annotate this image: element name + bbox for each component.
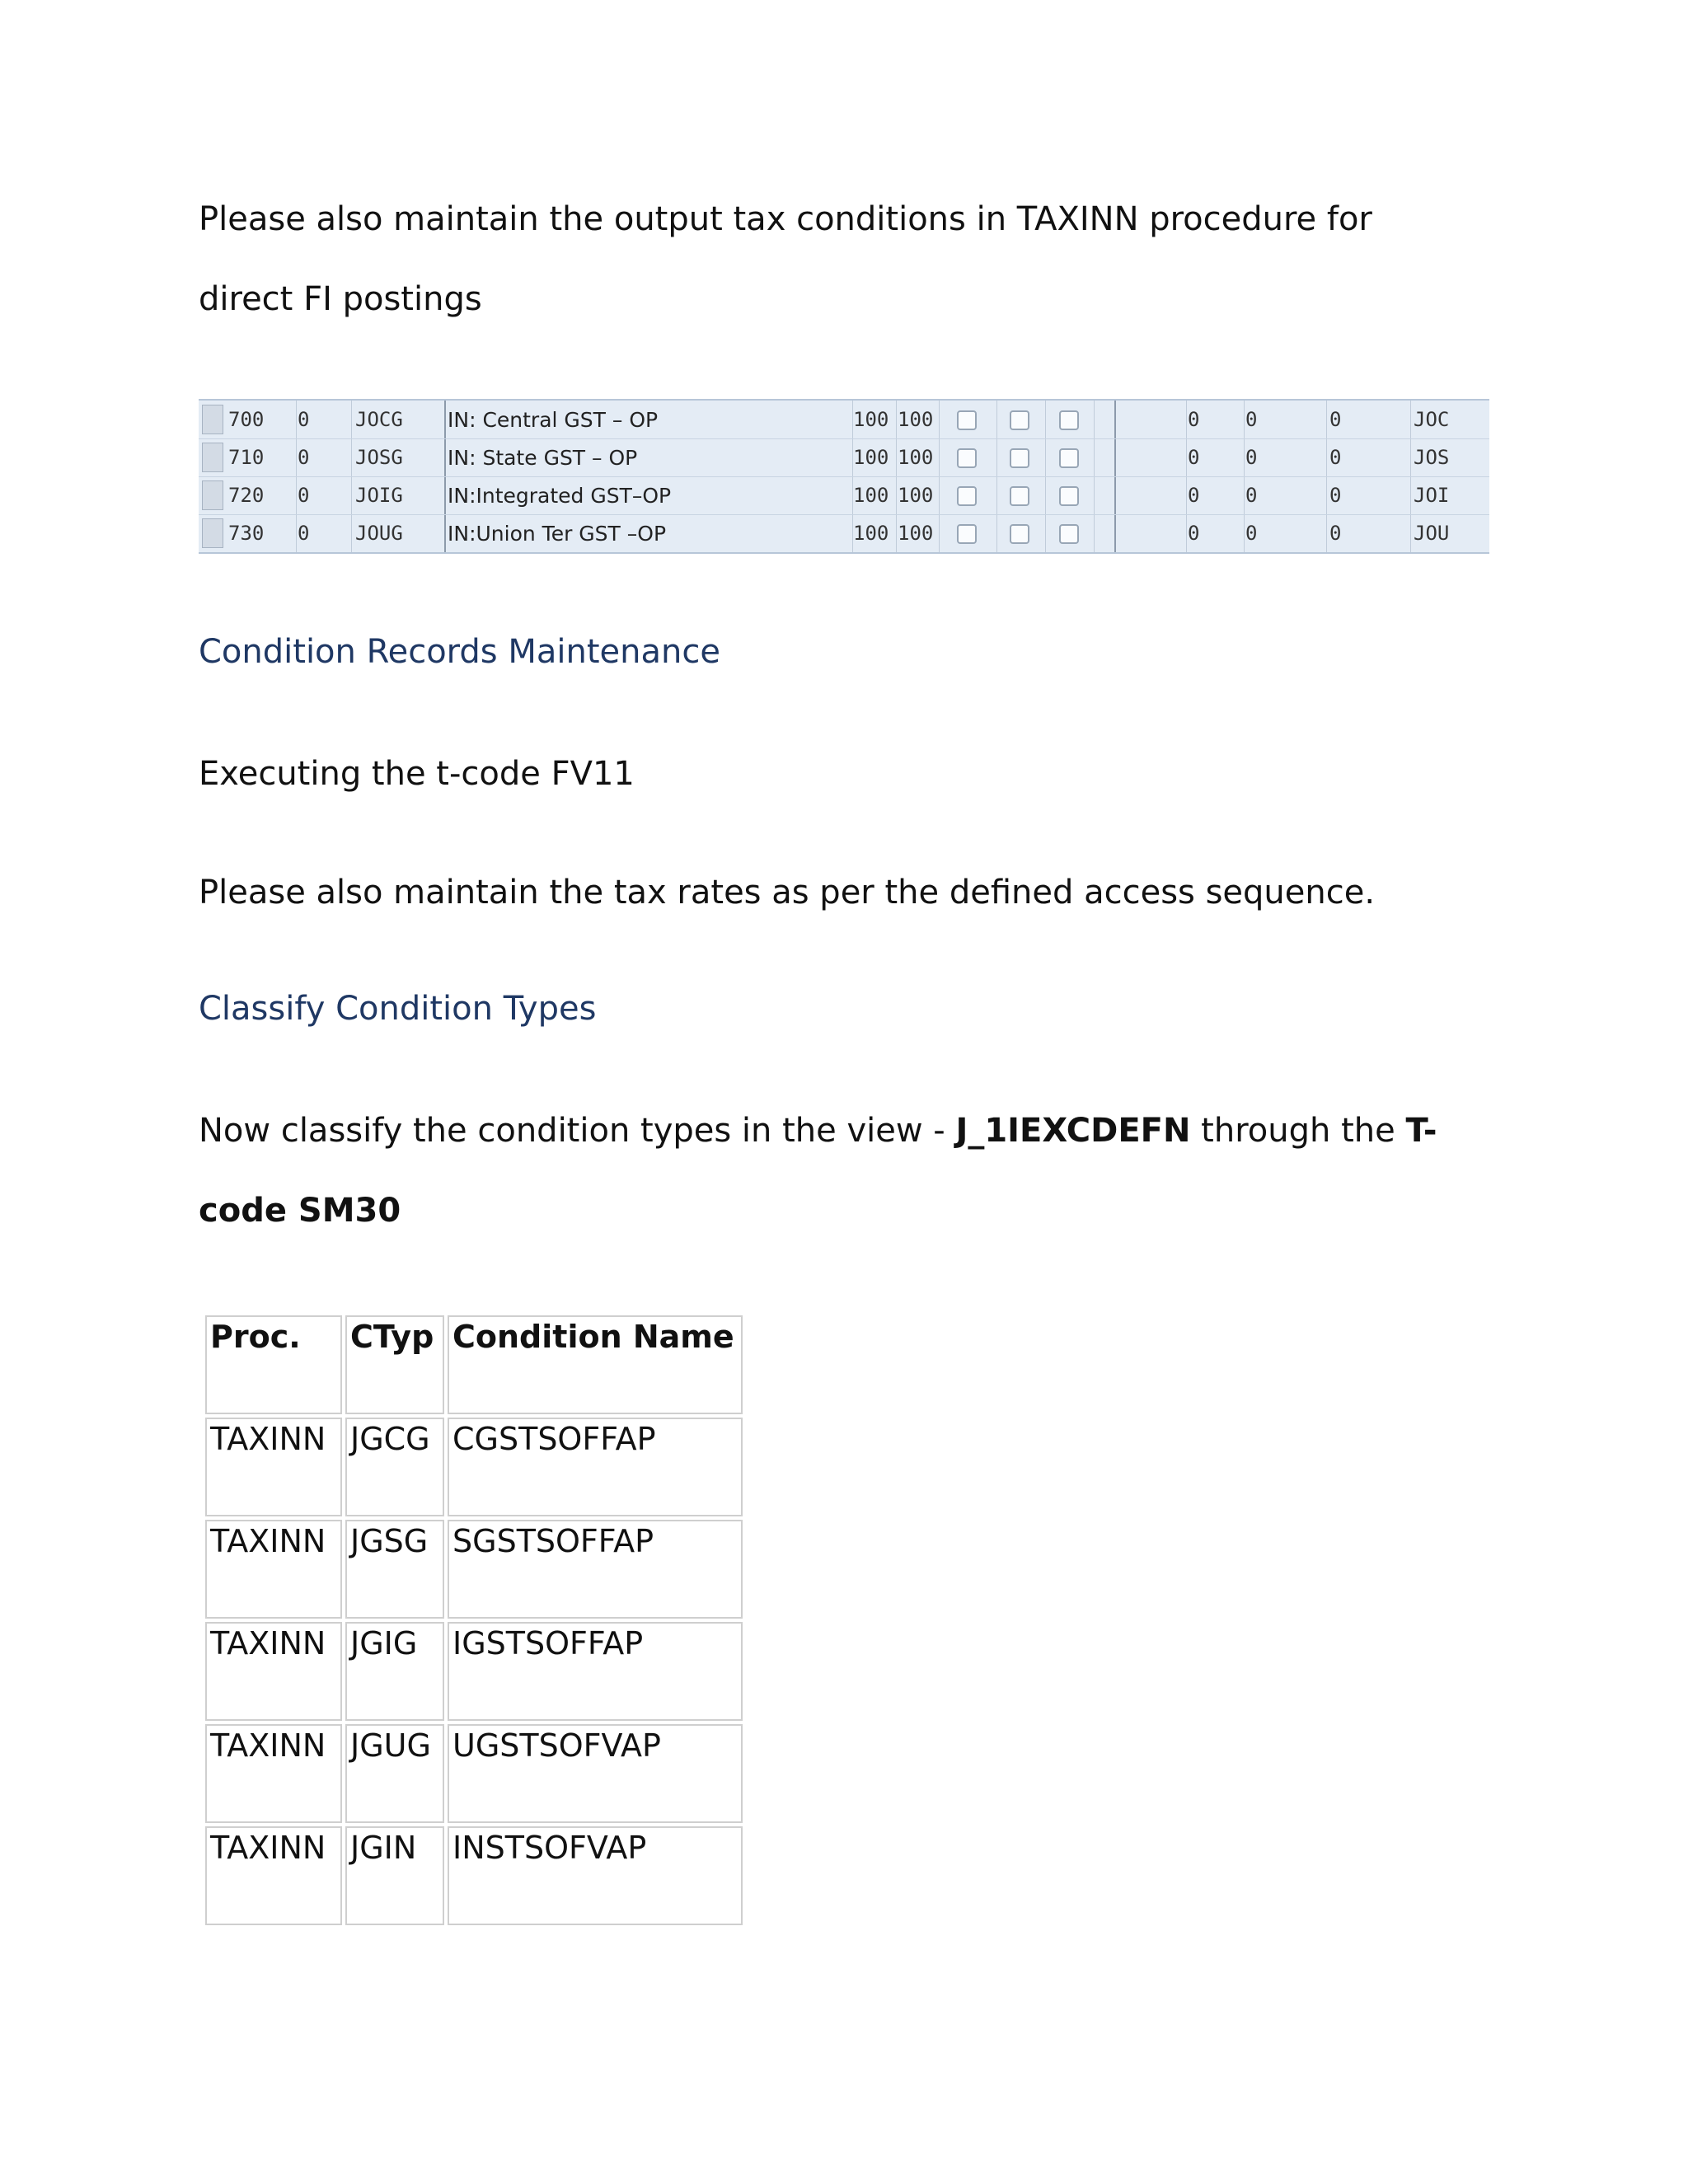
condition-name-cell: SGSTSOFFAP — [448, 1520, 743, 1619]
classification-table — [202, 1312, 746, 1929]
value-cell: 0 — [1188, 522, 1200, 545]
view-name: J_1IEXCDEFN — [955, 1112, 1191, 1150]
sap-grid-row — [199, 438, 1489, 477]
condition-name-cell: IGSTSOFFAP — [448, 1622, 743, 1721]
checkbox[interactable] — [1059, 486, 1079, 506]
row-selector[interactable] — [202, 405, 223, 434]
step-cell: 730 — [228, 522, 265, 545]
step-cell: 700 — [228, 408, 265, 431]
counter-cell: 0 — [298, 408, 310, 431]
description-cell: IN: State GST – OP — [448, 446, 638, 470]
to-cell: 100 — [898, 522, 934, 545]
table-header-row — [205, 1315, 743, 1414]
row-selector[interactable] — [202, 443, 223, 472]
section-heading-condition-records: Condition Records Maintenance — [199, 633, 720, 671]
value-cell: 0 — [1188, 446, 1200, 469]
counter-cell: 0 — [298, 446, 310, 469]
ctyp-cell: JGUG — [345, 1724, 444, 1823]
value-cell: 0 — [1188, 484, 1200, 507]
section-heading-classify: Classify Condition Types — [199, 990, 597, 1028]
row-selector[interactable] — [202, 480, 223, 510]
checkbox[interactable] — [1059, 524, 1079, 544]
tcode-part-1: T- — [1405, 1112, 1437, 1150]
classify-paragraph-line-2 — [199, 1171, 1501, 1251]
step-cell: 720 — [228, 484, 265, 507]
condition-type-cell: JOCG — [355, 408, 403, 431]
account-key-cell: JOS — [1414, 446, 1450, 469]
ctyp-cell: JGIG — [345, 1622, 444, 1721]
ctyp-cell: JGSG — [345, 1520, 444, 1619]
header-condition-name: Condition Name — [448, 1315, 743, 1414]
value-cell: 0 — [1245, 522, 1258, 545]
sap-grid-row — [199, 401, 1489, 439]
row-selector[interactable] — [202, 518, 223, 548]
value-cell: 0 — [1188, 408, 1200, 431]
value-cell: 0 — [1329, 484, 1342, 507]
description-cell: IN:Integrated GST–OP — [448, 484, 672, 508]
ctyp-cell: JGIN — [345, 1826, 444, 1925]
checkbox[interactable] — [957, 448, 977, 468]
tcode-part-2: code SM30 — [199, 1192, 401, 1230]
description-cell: IN: Central GST – OP — [448, 408, 659, 432]
ctyp-cell: JGCG — [345, 1418, 444, 1516]
counter-cell: 0 — [298, 522, 310, 545]
condition-name-cell: INSTSOFVAP — [448, 1826, 743, 1925]
header-proc: Proc. — [205, 1315, 342, 1414]
proc-cell: TAXINN — [205, 1826, 342, 1925]
checkbox[interactable] — [1059, 448, 1079, 468]
header-ctyp: CTyp — [345, 1315, 444, 1414]
proc-cell: TAXINN — [205, 1724, 342, 1823]
table-row — [205, 1520, 743, 1619]
checkbox[interactable] — [1010, 524, 1029, 544]
tax-rates-paragraph: Please also maintain the tax rates as per the defined access sequence. — [199, 874, 1376, 912]
account-key-cell: JOC — [1414, 408, 1450, 431]
sap-condition-grid — [199, 399, 1489, 554]
checkbox[interactable] — [1010, 448, 1029, 468]
classify-paragraph — [199, 1091, 1501, 1171]
proc-cell: TAXINN — [205, 1520, 342, 1619]
condition-name-cell: UGSTSOFVAP — [448, 1724, 743, 1823]
intro-line-1: Please also maintain the output tax conditions in TAXINN procedure for — [199, 200, 1372, 238]
value-cell: 0 — [1245, 408, 1258, 431]
condition-type-cell: JOUG — [355, 522, 403, 545]
proc-cell: TAXINN — [205, 1418, 342, 1516]
account-key-cell: JOU — [1414, 522, 1450, 545]
description-cell: IN:Union Ter GST –OP — [448, 522, 667, 546]
to-cell: 100 — [898, 484, 934, 507]
checkbox[interactable] — [1010, 486, 1029, 506]
checkbox[interactable] — [957, 410, 977, 430]
value-cell: 0 — [1245, 484, 1258, 507]
condition-type-cell: JOSG — [355, 446, 403, 469]
to-cell: 100 — [898, 446, 934, 469]
from-cell: 100 — [853, 484, 889, 507]
condition-name-cell: CGSTSOFFAP — [448, 1418, 743, 1516]
table-row — [205, 1724, 743, 1823]
checkbox[interactable] — [957, 486, 977, 506]
from-cell: 100 — [853, 522, 889, 545]
intro-line-2: direct FI postings — [199, 280, 482, 318]
to-cell: 100 — [898, 408, 934, 431]
value-cell: 0 — [1329, 446, 1342, 469]
table-row — [205, 1418, 743, 1516]
condition-type-cell: JOIG — [355, 484, 403, 507]
sap-grid-row — [199, 514, 1489, 552]
value-cell: 0 — [1329, 408, 1342, 431]
checkbox[interactable] — [1010, 410, 1029, 430]
table-row — [205, 1826, 743, 1925]
classify-text-2: through the — [1190, 1112, 1406, 1150]
checkbox[interactable] — [1059, 410, 1079, 430]
from-cell: 100 — [853, 408, 889, 431]
checkbox[interactable] — [957, 524, 977, 544]
from-cell: 100 — [853, 446, 889, 469]
classify-text-1: Now classify the condition types in the view - — [199, 1112, 956, 1150]
value-cell: 0 — [1329, 522, 1342, 545]
proc-cell: TAXINN — [205, 1622, 342, 1721]
account-key-cell: JOI — [1414, 484, 1450, 507]
tcode-paragraph: Executing the t-code FV11 — [199, 755, 635, 793]
table-row — [205, 1622, 743, 1721]
sap-grid-row — [199, 476, 1489, 515]
counter-cell: 0 — [298, 484, 310, 507]
value-cell: 0 — [1245, 446, 1258, 469]
step-cell: 710 — [228, 446, 265, 469]
